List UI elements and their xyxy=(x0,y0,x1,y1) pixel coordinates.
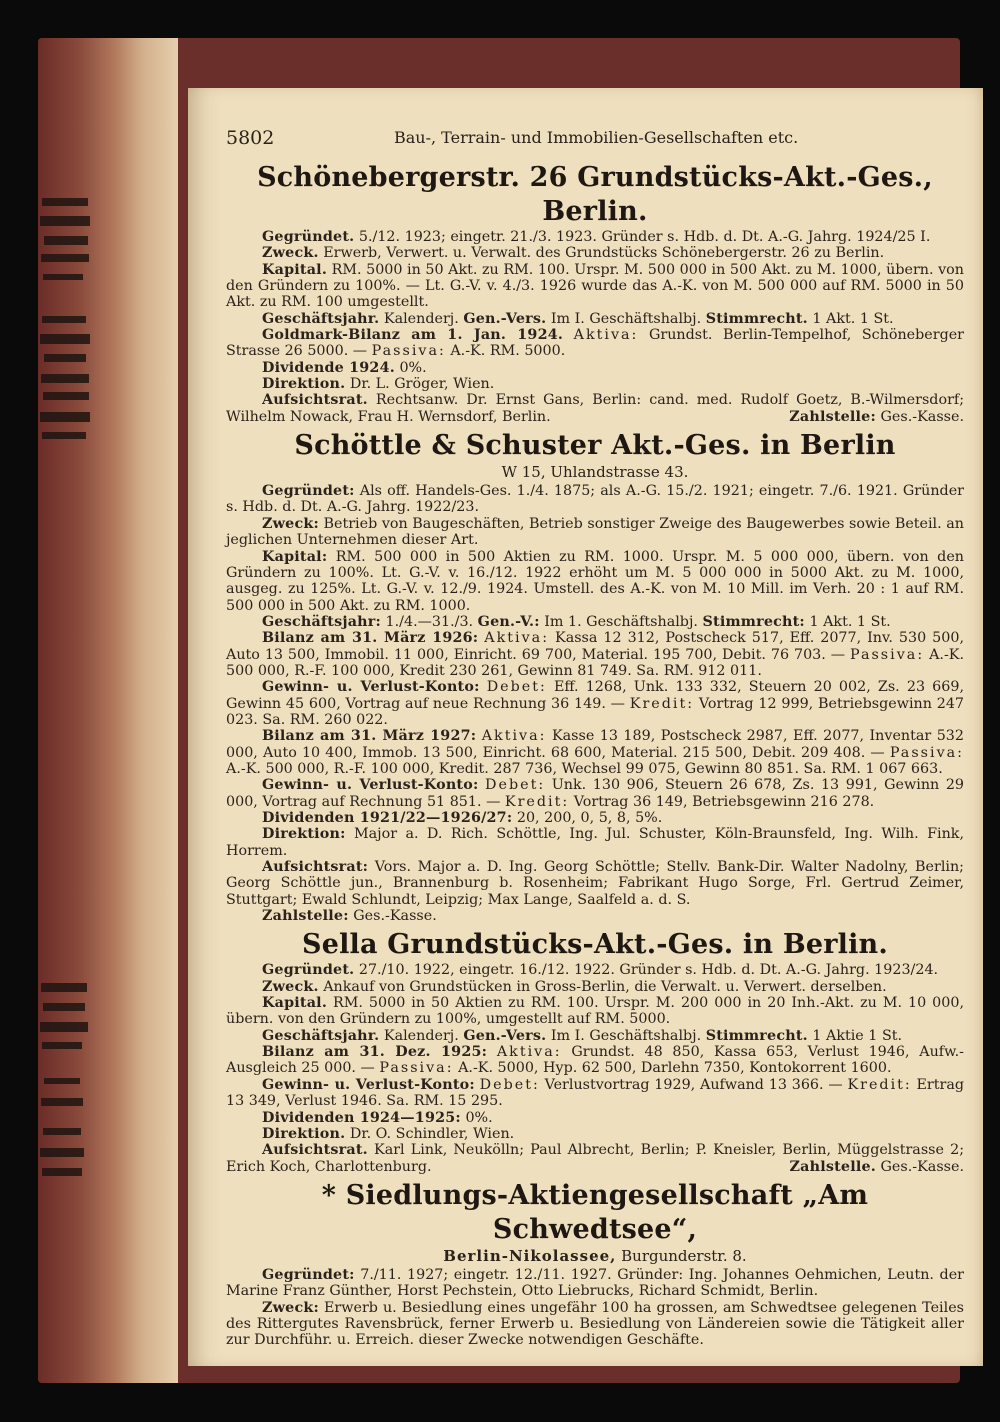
bilanz-para: Goldmark-Bilanz am 1. Jan. 1924. Aktiva: Grundst. Berlin-Tempelhof, Schöneberger Strasse 26 5000. — Passiva: A.-K. RM. 5000. xyxy=(226,327,965,360)
guv-para: Gewinn- u. Verlust-Konto: Debet: Verlustvortrag 1929, Aufwand 13 366. — Kredit: Ertrag 13 349, Verlust 1946. Sa. RM. 15 295. xyxy=(226,1076,965,1110)
aufsichtsrat-para: Aufsichtsrat. Karl Link, Neukölln; Paul Albrecht, Berlin; P. Kneisler, Berlin, Müggelstrasse 2; Erich Koch, Charlottenburg. Zahlstelle. Ges.-Kasse. xyxy=(226,1142,965,1175)
zweck-para: Zweck: Erwerb u. Besiedlung eines ungefähr 100 ha grossen, am Schwedtsee gelegenen Teiles des Rittergutes Ravensbrück, ferner Erwerb u. Besiedlung von Ländereien sowie die Tätigkeit aller zur Durchführ. u. Erreich. dieser Zwecke notwendigen Geschäfte. xyxy=(226,1299,965,1349)
bilanz-para: Bilanz am 31. Dez. 1925: Aktiva: Grundst. 48 850, Kassa 653, Verlust 1946, Aufw.-Ausgleich 25 000. — Passiva: A.-K. 5000, Hyp. 62 500, Darlehn 7350, Kontokorrent 1600. xyxy=(226,1044,964,1077)
bilanz-1927-para: Bilanz am 31. März 1927: Aktiva: Kasse 13 189, Postscheck 2987, Eff. 2077, Inventar 532 000, Auto 10 400, Immob. 13 500, Einricht. 68 600, Material. 215 500, Debit. 209 408. — Passiva: A.-K. 500 000, R.-F. 100 000, Kredit. 287 736, Wechsel 99 075, Gewinn 80 851. Sa. RM. 1 067 663. xyxy=(226,728,964,777)
dividende-para: Dividende 1924. 0%. xyxy=(262,359,427,376)
direktion-para: Direktion: Major a. D. Rich. Schöttle, Ing. Jul. Schuster, Köln-Braunsfeld, Ing. Wilh. Fink, Horrem. xyxy=(226,826,964,859)
gegruendet-para: Gegründet. 5./12. 1923; eingetr. 21./3. 1923. Gründer s. Hdb. d. Dt. A.-G. Jahrg. 1924/25 I. xyxy=(262,229,931,245)
dividenden-para: Dividenden 1924—1925: 0%. xyxy=(262,1109,493,1126)
gegruendet-para: Gegründet: 7./11. 1927; eingetr. 12./11. 1927. Gründer: Ing. Johannes Oehmichen, Leutn. der Marine Franz Günther, Horst Pechstein, Otto Liebrucks, Richard Schmidt, Berlin. xyxy=(226,1266,965,1300)
page-edges xyxy=(38,38,178,1383)
entry-siedlungs-ag xyxy=(226,1179,964,1349)
dividenden-para: Dividenden 1921/22—1926/27: 20, 200, 0, 5, 8, 5%. xyxy=(262,810,663,826)
entry-address: W 15, Uhlandstrasse 43. xyxy=(501,463,689,482)
geschaeftsjahr-para: Geschäftsjahr: 1./4.—31./3. Gen.-V.: Im 1. Geschäftshalbj. Stimmrecht: 1 Akt. 1 St. xyxy=(262,613,891,630)
geschaeftsjahr-para: Geschäftsjahr. Kalenderj. Gen.-Vers. Im I. Geschäftshalbj. Stimmrecht. 1 Aktie 1 St. xyxy=(262,1027,903,1044)
aufsichtsrat-para: Aufsichtsrat. Rechtsanw. Dr. Ernst Gans, Berlin: cand. med. Rudolf Goetz, B.-Wilmersdorf; Wilhelm Nowack, Frau H. Wernsdorf, Berlin. Zahlstelle: Ges.-Kasse. xyxy=(226,392,965,425)
direktion-para: Direktion. Dr. L. Gröger, Wien. xyxy=(262,376,495,393)
aufsichtsrat-para: Aufsichtsrat: Vors. Major a. D. Ing. Georg Schöttle; Stellv. Bank-Dir. Walter Nadolny, Berlin; Georg Schöttle jun., Brannenburg b. Rosenheim; Fabrikant Hugo Sorge, Frl. Gertrud Zeimer, Stuttgart; Ewald Schlundt, Leipzig; Max Lange, Saalfeld a. d. S. xyxy=(226,859,964,908)
zahlstelle-para: Zahlstelle: Ges.-Kasse. xyxy=(262,908,437,925)
gegruendet-para: Gegründet. 27./10. 1922, eingetr. 16./12. 1922. Gründer s. Hdb. d. Dt. A.-G. Jahrg. 1923/24. xyxy=(262,962,939,979)
entry-schoenebergerstr xyxy=(226,161,964,425)
gegruendet-para: Gegründet: Als off. Handels-Ges. 1./4. 1875; als A.-G. 15./2. 1921; eingetr. 7./6. 1921. Gründer s. Hdb. d. Dt. A.-G. Jahrg. 1922/23. xyxy=(226,483,964,516)
running-title: Bau-, Terrain- und Immobilien-Gesellschaften etc. xyxy=(394,128,799,147)
kapital-para: Kapital. RM. 5000 in 50 Aktien zu RM. 100. Urspr. M. 200 000 in 20 Inh.-Akt. zu M. 10 000, übern. von den Gründern zu 100%, umgestellt auf RM. 5000. xyxy=(226,995,964,1028)
kapital-para: Kapital. RM. 5000 in 50 Akt. zu RM. 100. Urspr. M. 500 000 in 500 Akt. zu M. 1000, übern. von den Gründern zu 100%. — Lt. G.-V. v. 4./3. 1926 wurde das A.-K. von M. 500 000 auf RM. 5000 in 50 Akt. zu RM. 100 umgestellt. xyxy=(226,261,965,311)
entry-address: Berlin-Nikolassee, Burgunderstr. 8. xyxy=(443,1246,747,1265)
entry-title: * Siedlungs-Aktiengesellschaft „Am Schwedtsee“, xyxy=(321,1179,869,1245)
entry-title: Schöttle & Schuster Akt.-Ges. in Berlin xyxy=(294,430,896,462)
entry-sella xyxy=(226,928,964,1174)
page-content xyxy=(226,127,964,1349)
zweck-para: Zweck: Betrieb von Baugeschäften, Betrieb sonstiger Zweige des Baugewerbes sowie Beteil. an jeglichen Unternehmen dieser Art. xyxy=(226,515,964,549)
entry-schoettle-schuster xyxy=(226,429,964,924)
page-number: 5802 xyxy=(226,127,275,149)
geschaeftsjahr-para: Geschäftsjahr. Kalenderj. Gen.-Vers. Im I. Geschäftshalbj. Stimmrecht. 1 Akt. 1 St. xyxy=(262,310,894,327)
entry-title: Schönebergerstr. 26 Grundstücks-Akt.-Ges., Berlin. xyxy=(257,162,933,227)
zweck-para: Zweck. Erwerb, Verwert. u. Verwalt. des Grundstücks Schönebergerstr. 26 zu Berlin. xyxy=(262,245,885,262)
book-page xyxy=(188,88,983,1366)
guv-1927-para: Gewinn- u. Verlust-Konto: Debet: Unk. 130 906, Steuern 26 678, Zs. 13 991, Gewinn 29 000, Vortrag auf Rechnung 51 851. — Kredit: Vortrag 36 149, Betriebsgewinn 216 278. xyxy=(226,777,965,810)
kapital-para: Kapital: RM. 500 000 in 500 Aktien zu RM. 1000. Urspr. M. 5 000 000, übern. von den Gründern zu 100%. Lt. G.-V. v. 16./12. 1922 erhöht um M. 5 000 000 in 5000 Akt. zu M. 1000, ausgeg. zu 125%. Lt. G.-V. v. 12./9. 1924. Umstell. des A.-K. von M. 10 Mill. im Verh. 20 : 1 auf RM. 500 000 in 500 Akt. zu RM. 1000. xyxy=(226,548,964,614)
bilanz-1926-para: Bilanz am 31. März 1926: Aktiva: Kassa 12 312, Postscheck 517, Eff. 2077, Inv. 530 500, Auto 13 500, Immobil. 11 000, Einricht. 69 700, Material. 195 700, Debit. 76 703. — Passiva: A.-K. 500 000, R.-F. 100 000, Kredit 230 261, Gewinn 81 749. Sa. RM. 912 011. xyxy=(226,630,965,679)
guv-1926-para: Gewinn- u. Verlust-Konto: Debet: Eff. 1268, Unk. 133 332, Steuern 20 002, Zs. 23 669, Gewinn 45 600, Vortrag auf neue Rechnung 36 149. — Kredit: Vortrag 12 999, Betriebsgewinn 247 023. Sa. RM. 260 022. xyxy=(226,679,965,728)
book-cover xyxy=(38,38,965,1383)
direktion-para: Direktion. Dr. O. Schindler, Wien. xyxy=(262,1125,515,1142)
entry-title: Sella Grundstücks-Akt.-Ges. in Berlin. xyxy=(302,929,888,961)
running-head xyxy=(226,127,964,157)
zweck-para: Zweck. Ankauf von Grundstücken in Gross-Berlin, die Verwalt. u. Verwert. derselben. xyxy=(262,978,887,995)
